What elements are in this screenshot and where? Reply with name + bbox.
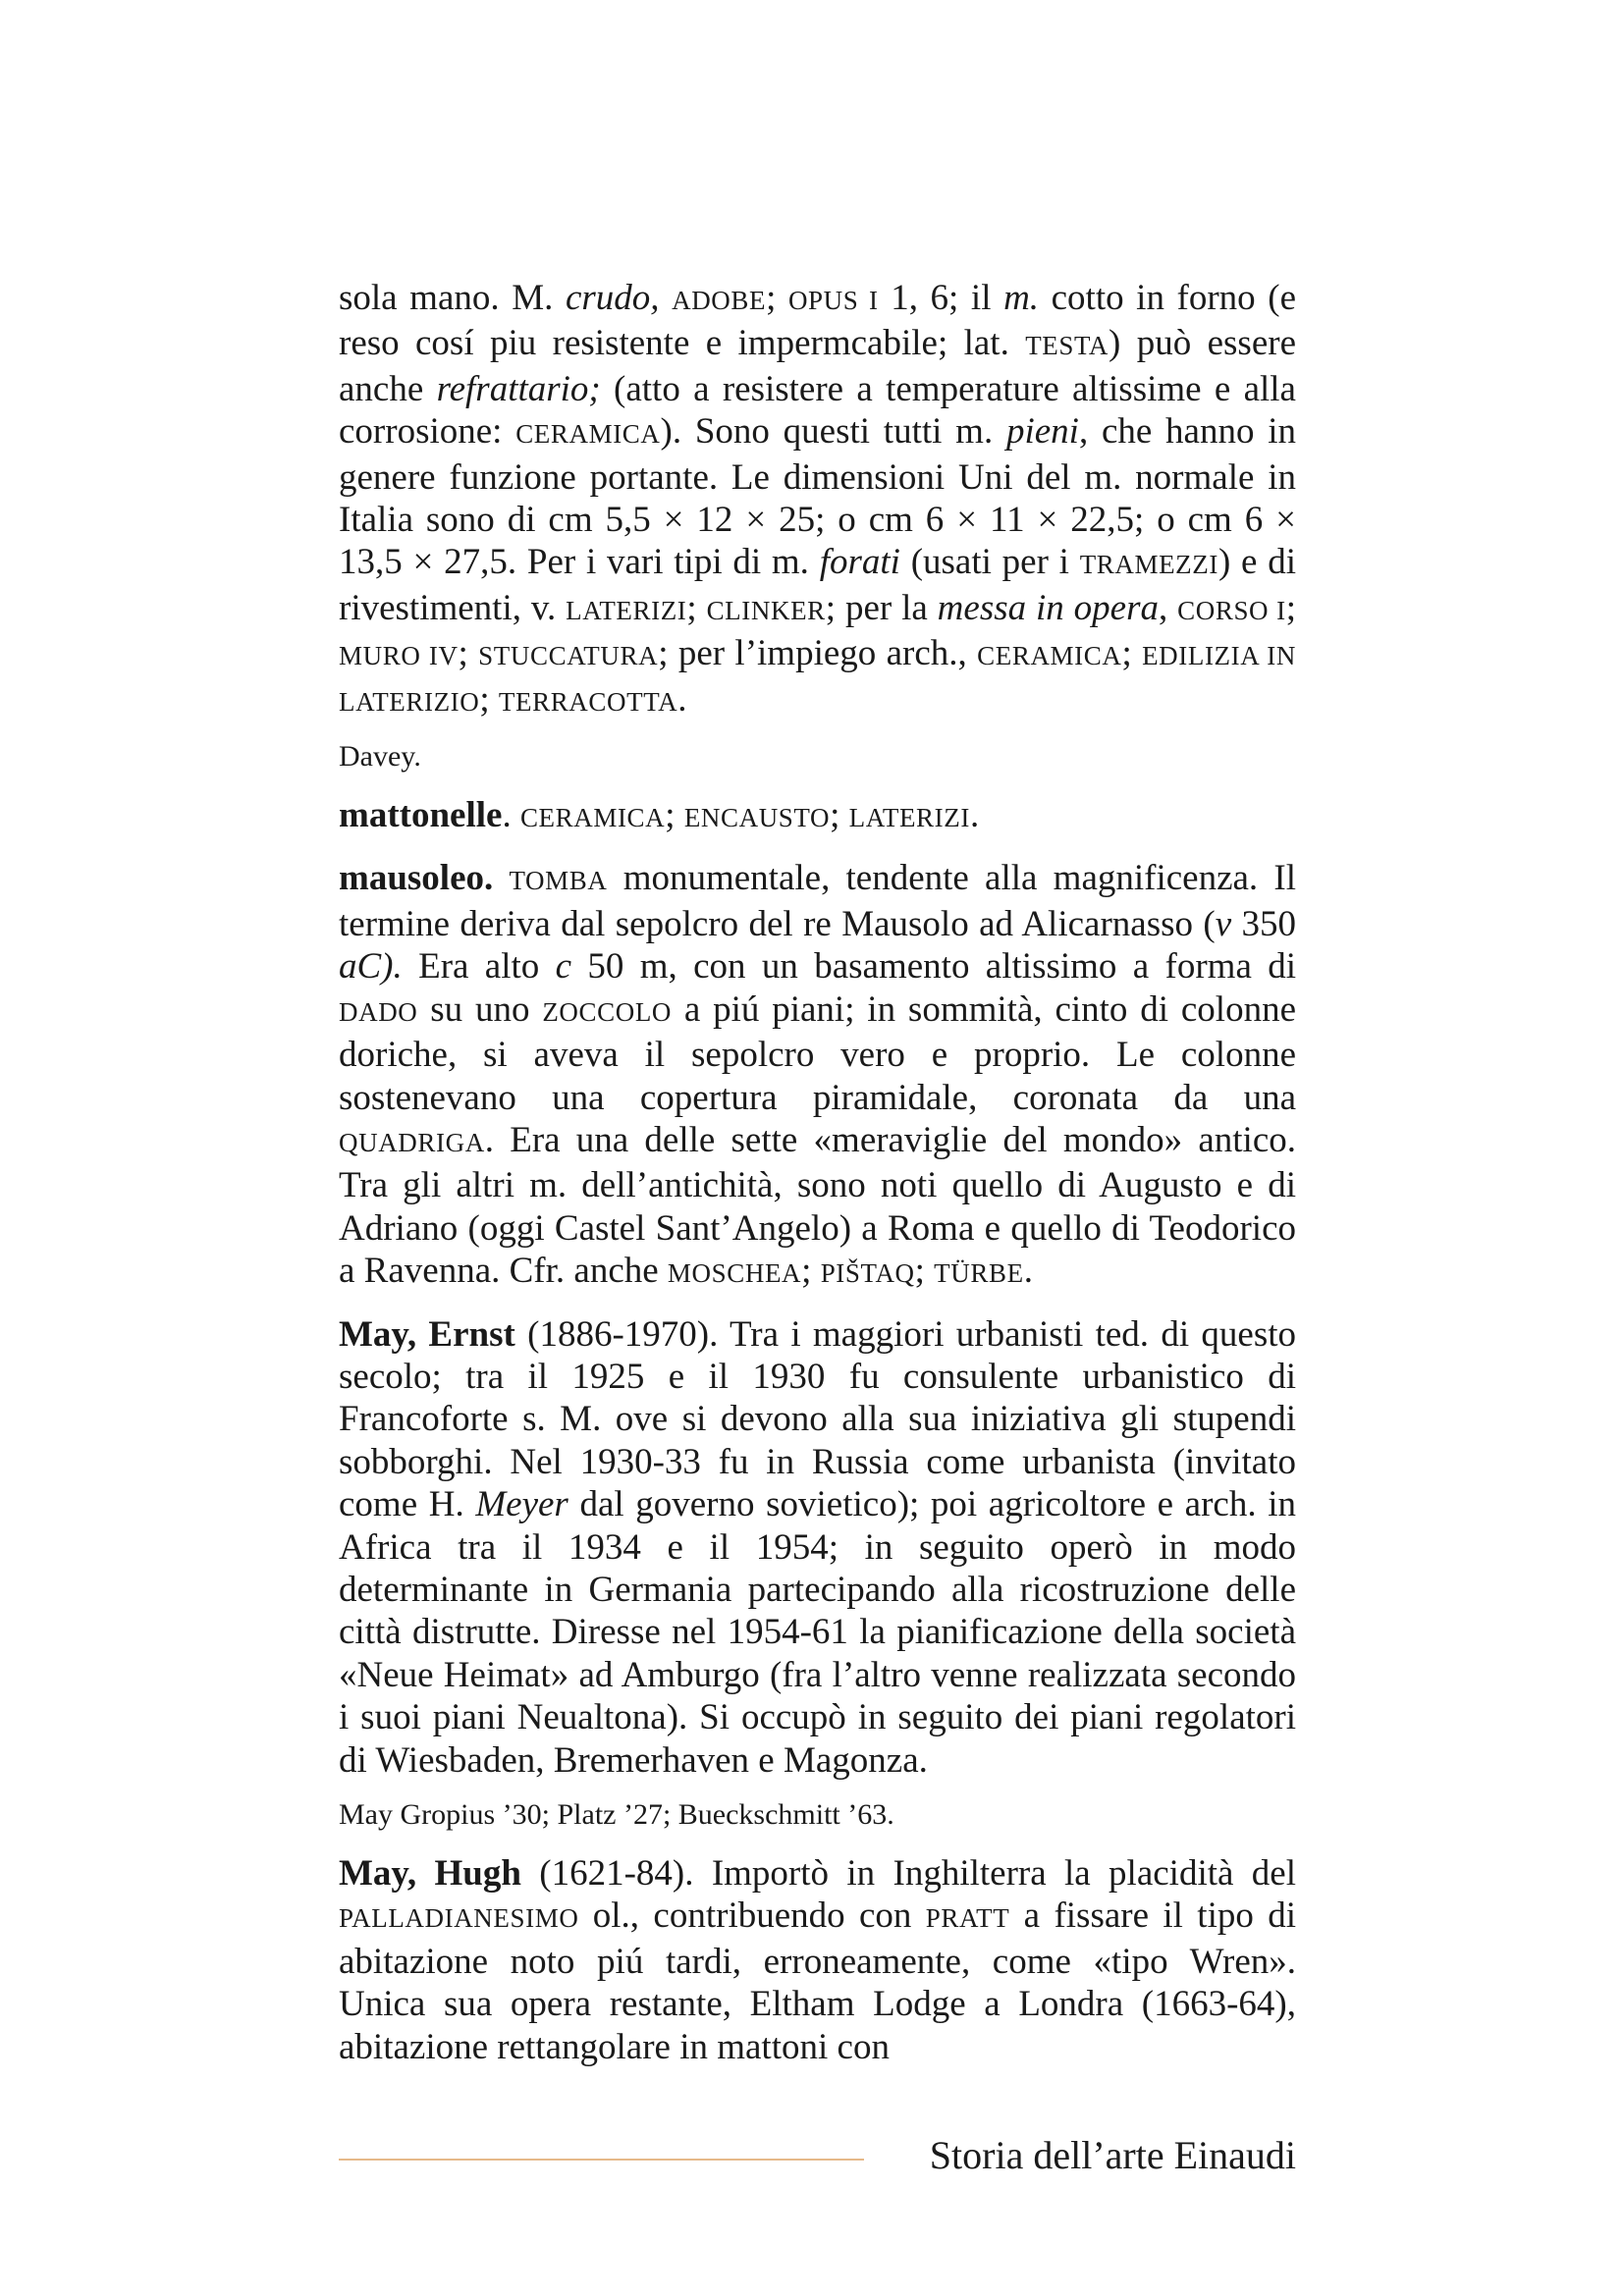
cross-reference: MURO IV [339, 641, 459, 671]
cross-reference: QUADRIGA [339, 1127, 485, 1157]
dictionary-entry [339, 857, 1296, 1295]
entry-text: ) può essere anche [339, 323, 1296, 409]
entry-text: . [502, 795, 520, 836]
entry-text: ; [1285, 587, 1297, 628]
italic-term: messa in opera [937, 587, 1159, 628]
entry-text: , che hanno in genere funzione portante. Le dimensioni Uni del m. normale in Italia sono di cm 5,5 × 12 × 25; o cm 6 × 11 × 22,5; o cm 6 × 13,5 × 27,5. Per i vari tipi di m. [339, 411, 1296, 583]
cross-reference: CERAMICA [519, 803, 666, 833]
entry-text: . [1023, 1251, 1033, 1292]
entry-text: ; per la [825, 587, 938, 628]
entry-text: 1, 6; il [878, 278, 1004, 318]
entry-text: cotto in forno (e reso cosí piu resistente e impermcabile; lat. [339, 278, 1297, 364]
cross-reference: PRATT [925, 1903, 1010, 1934]
cross-reference: CERAMICA [515, 419, 661, 450]
entry-headword: May, Ernst [339, 1313, 515, 1355]
cross-reference: LATERIZI [566, 595, 687, 625]
dictionary-entry [339, 1852, 1296, 2068]
italic-term: refrattario; [436, 368, 601, 409]
cross-reference: MOSCHEA [667, 1258, 802, 1289]
entry-headword: May, Hugh [339, 1853, 521, 1894]
entry-text: su uno [417, 988, 543, 1030]
entry-text: ; [665, 795, 684, 836]
italic-term: Meyer [475, 1484, 568, 1525]
entry-text [493, 858, 509, 898]
cross-reference: ADOBE [672, 286, 767, 315]
cross-reference: EDILIZIA IN LATERIZIO [339, 641, 1296, 717]
entry-text: ; [458, 633, 479, 674]
italic-term: v [1215, 903, 1232, 944]
cross-reference: LATERIZI [848, 803, 970, 833]
entry-text: (1886-1970). Tra i maggiori urbanisti ted. di questo secolo; tra il 1925 e il 1930 fu consulente urbanistico di Francoforte s. M. ove si devono alla sua iniziativa gli stupendi sobborghi. Nel 1930-33 fu in Russia come urbanista (invitato come H. [339, 1313, 1296, 1525]
italic-term: m. [1003, 278, 1040, 318]
entry-text: ol., contribuendo con [578, 1896, 926, 1937]
cross-reference: DADO [339, 996, 418, 1027]
cross-reference: ENCAUSTO [683, 803, 831, 833]
italic-term: c [555, 946, 572, 988]
bibliography-reference [339, 737, 1296, 776]
entry-text: 50 m, con un basamento altissimo a forma di [571, 946, 1297, 988]
cross-reference: CORSO I [1177, 595, 1286, 625]
entry-text: ; [830, 795, 849, 836]
dictionary-entry [339, 794, 1296, 839]
entry-text: . Era una delle sette «meraviglie del mondo» antico. Tra gli altri m. dell’antichità, sono noti quello di Augusto e di Adriano (oggi Castel Sant’Angelo) a Roma e quello di Teodorico a Ravenna. Cfr. anche [339, 1119, 1296, 1292]
entry-text: ). Sono questi tutti m. [660, 411, 1006, 453]
cross-reference: CLINKER [706, 595, 826, 625]
footer-title: Storia dell’arte Einaudi [929, 2133, 1296, 2177]
entry-text: . [677, 678, 687, 720]
cross-reference: OPUS I [787, 286, 879, 315]
entry-text: a piú piani; in sommità, cinto di colonne doriche, si aveva il sepolcro vero e proprio. Le colonne sostenevano una copertura piramidale, coronata da una [339, 988, 1296, 1118]
entry-text: a fissare il tipo di abitazione noto piú tardi, erroneamente, come «tipo Wren». Unica sua opera restante, Eltham Lodge a Londra (1663-64), abitazione rettangolare in mattoni con [339, 1896, 1296, 2067]
cross-reference: TESTA [1025, 331, 1109, 361]
entry-text: . [969, 795, 980, 836]
cross-reference: TRAMEZZI [1079, 550, 1218, 580]
italic-term: aC). [339, 946, 403, 988]
entry-text: ; [766, 278, 788, 318]
italic-term: forati [819, 542, 900, 583]
entry-text: ; per l’impiego arch., [658, 633, 978, 674]
entry-text: 350 [1231, 903, 1296, 944]
dictionary-entry [339, 277, 1296, 723]
cross-reference: PALLADIANESIMO [339, 1903, 579, 1934]
entry-headword: mausoleo. [339, 858, 494, 899]
cross-reference: TERRACOTTA [498, 686, 678, 717]
entry-text: Davey. [339, 740, 421, 774]
cross-reference: CERAMICA [977, 641, 1122, 671]
entry-text: sola mano. M. [339, 278, 566, 318]
entry-text: ; [1121, 633, 1143, 674]
entry-text [660, 278, 673, 318]
entry-headword: mattonelle [339, 795, 503, 836]
footer-rule [339, 2159, 864, 2161]
entry-text: , [1158, 587, 1178, 628]
cross-reference: ZOCCOLO [542, 996, 673, 1027]
entry-text: monumentale, tendente alla magnificenza. Il termine deriva dal sepolcro del re Mausolo ad Alicarnasso ( [339, 858, 1296, 944]
italic-term: pieni [1005, 411, 1079, 453]
entry-text: Era alto [402, 946, 556, 988]
dictionary-page-body [339, 277, 1296, 2068]
italic-term: crudo, [565, 278, 660, 318]
bibliography-reference [339, 1795, 1296, 1835]
entry-text: dal governo sovietico); poi agricoltore e arch. in Africa tra il 1934 e il 1954; in seguito operò in modo determinante in Germania partecipando alla ricostruzione delle città distrutte. Diresse nel 1954-61 la pianificazione della società «Neue Heimat» ad Amburgo (fra l’altro venne realizzata secondo i suoi piani Neualtona). Si occupò in seguito dei piani regolatori di Wiesbaden, Bremerhaven e Magonza. [339, 1484, 1296, 1781]
entry-text: (atto a resistere a temperature altissime e alla corrosione: [339, 368, 1296, 453]
entry-text: ; [801, 1251, 821, 1292]
entry-text: ; [914, 1251, 935, 1292]
entry-text: (1621-84). Importò in Inghilterra la placidità del [520, 1853, 1296, 1894]
cross-reference: TOMBA [509, 866, 608, 896]
entry-text: ; [479, 678, 499, 720]
cross-reference: PIŠTAQ [820, 1258, 915, 1289]
entry-text: May Gropius ’30; Platz ’27; Bueckschmitt ’63. [339, 1798, 894, 1831]
cross-reference: STUCCATURA [478, 641, 659, 671]
entry-text: (usati per i [899, 542, 1080, 583]
dictionary-entry [339, 1313, 1296, 1782]
cross-reference: TÜRBE [934, 1258, 1024, 1289]
entry-text: ; [686, 587, 707, 628]
entry-text: ) e di rivestimenti, v. [339, 542, 1297, 628]
